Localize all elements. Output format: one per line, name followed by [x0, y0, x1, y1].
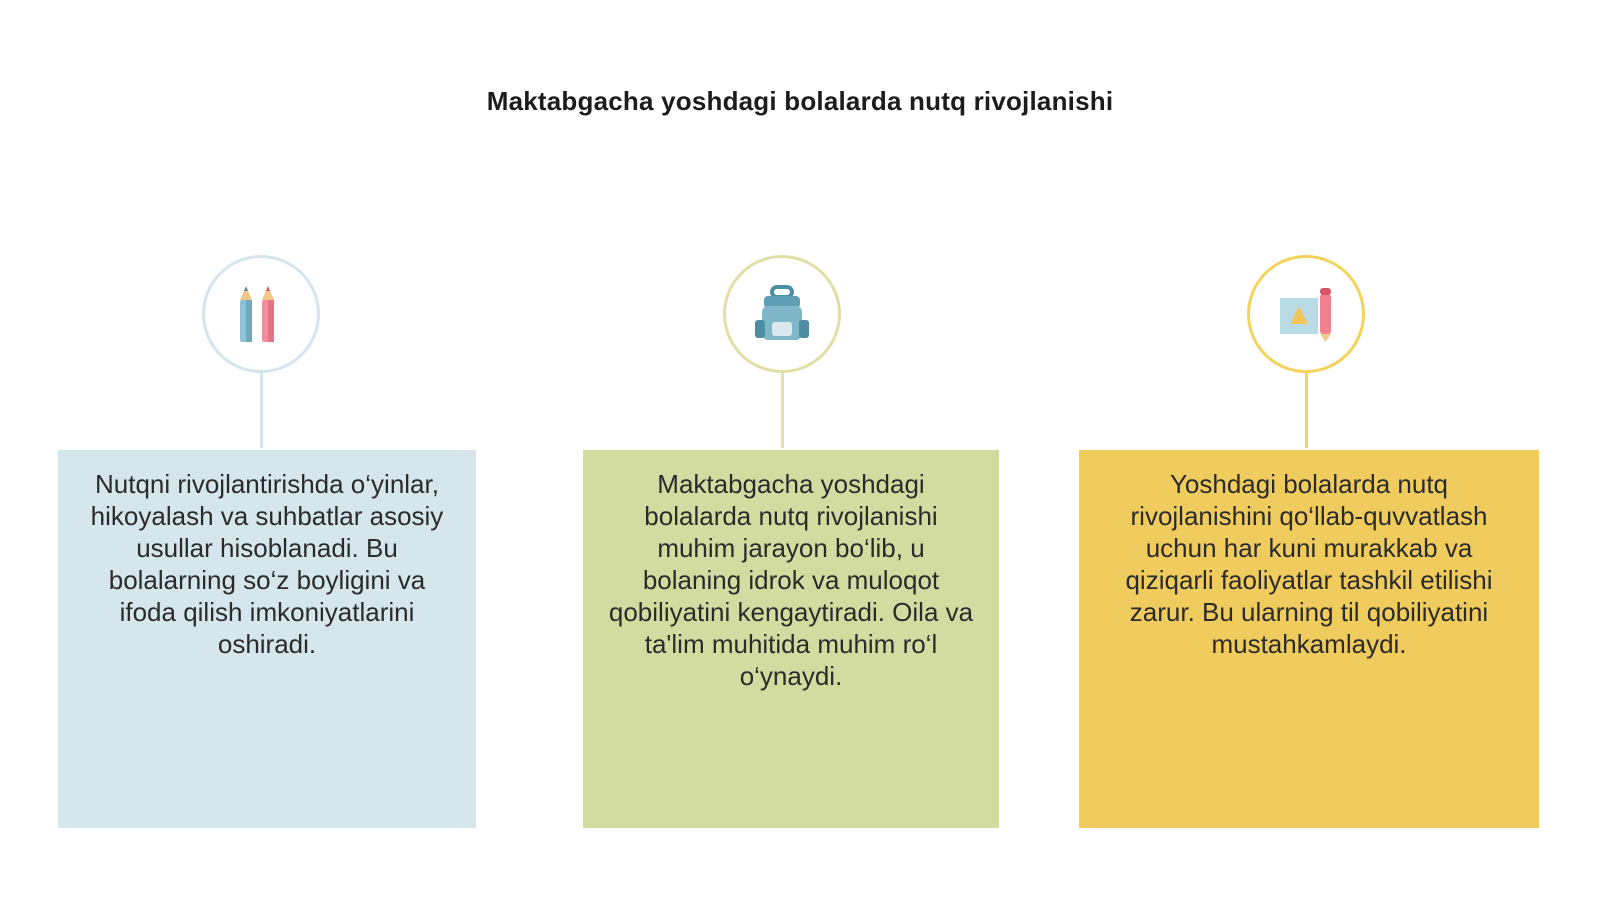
step-3-connector — [1305, 373, 1308, 448]
step-2-connector — [781, 373, 784, 448]
step-3-icon-circle — [1247, 255, 1365, 373]
pencils-icon — [234, 282, 288, 346]
backpack-icon — [752, 284, 812, 344]
step-2-text: Maktabgacha yoshdagi bolalarda nutq rivojlanishi muhim jarayon bo‘lib, u bolaning idrok va muloqot qobiliyatini kengaytiradi. Oila va ta'lim muhitida muhim ro‘l o‘ynaydi. — [608, 469, 974, 691]
step-3-card — [1079, 450, 1539, 828]
diagram-title: Maktabgacha yoshdagi bolalarda nutq rivojlanishi — [486, 86, 1114, 116]
step-1-icon-circle — [202, 255, 320, 373]
step-2-icon-circle — [723, 255, 841, 373]
drawing-icon — [1276, 284, 1336, 344]
step-1-connector — [260, 373, 263, 448]
step-3-text: Yoshdagi bolalarda nutq rivojlanishini qo‘llab-quvvatlash uchun har kuni murakkab va qiziqarli faoliyatlar tashkil etilishi zarur. Bu ularning til qobiliyatini mustahkamlaydi. — [1125, 469, 1493, 659]
step-1-card — [58, 450, 476, 828]
step-1-text: Nutqni rivojlantirishda o‘yinlar, hikoyalash va suhbatlar asosiy usullar hisoblanadi. Bu bolalarning so‘z boyligini va ifoda qilish imkoniyatlarini oshiradi. — [90, 469, 444, 659]
step-2-card — [583, 450, 999, 828]
